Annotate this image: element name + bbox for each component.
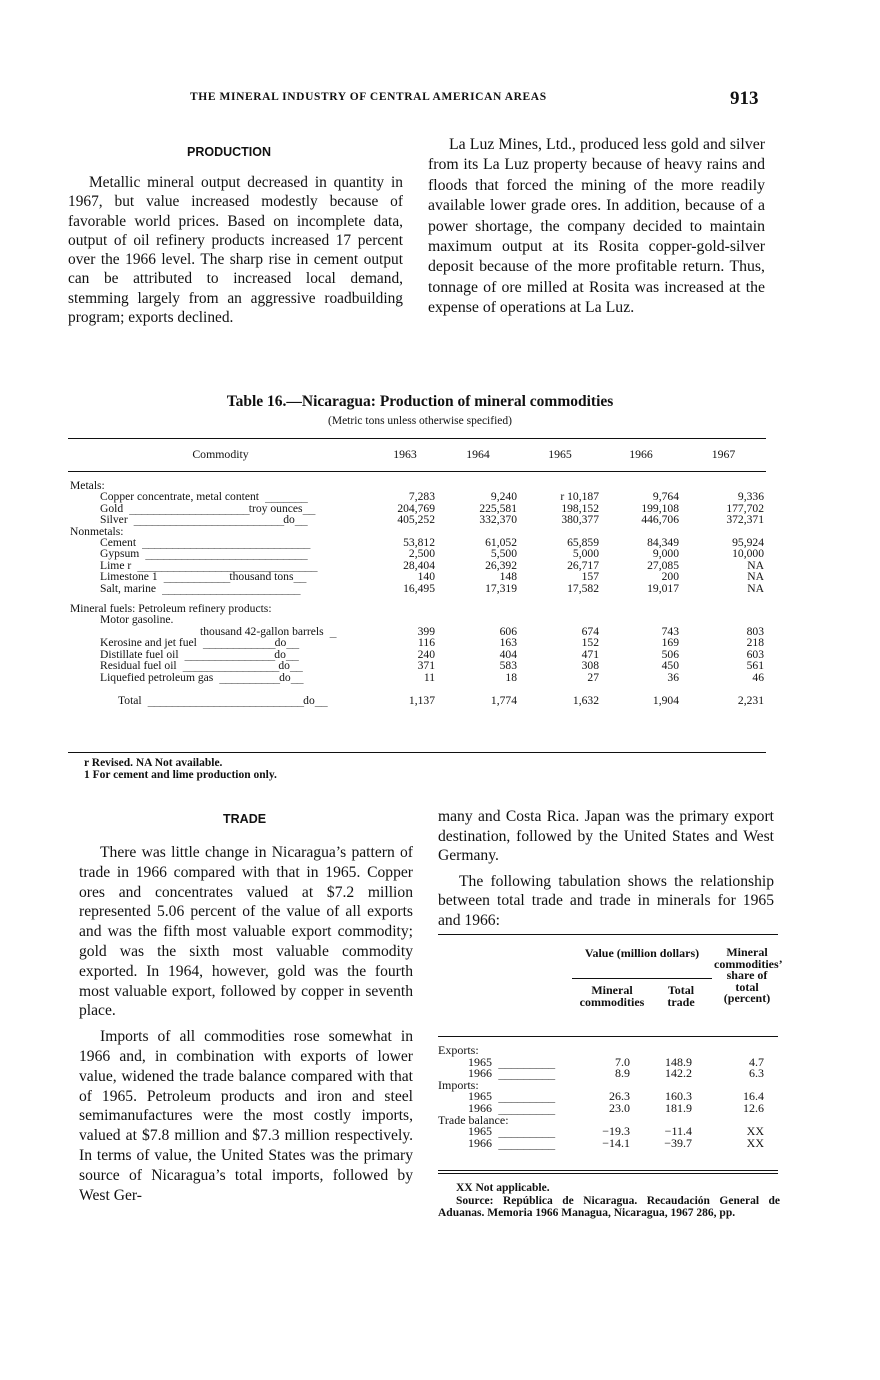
trade-paragraph-1: There was little change in Nicaragua’s pattern of trade in 1966 compared with that in 1965. Copper ores and concentrates valued at $7.2 million represented 5.06 percent of the value of all exports and was the fifth most valuable export commodity; gold was the sixth most valuable commodity exported. In 1964, however, gold was the fourth most valuable export, followed by copper in seventh place.: [79, 844, 413, 1020]
table16-section-label: Nonmetals:: [70, 524, 124, 538]
page-number: 913: [730, 88, 759, 109]
table16-value-cell: 404: [499, 647, 517, 661]
table16-value-cell: 308: [581, 659, 599, 673]
table16-value-cell: 561: [746, 659, 764, 673]
table16-value-cell: 169: [661, 636, 679, 650]
table16-unit: do: [278, 659, 290, 673]
table16-value-cell: r 10,187: [560, 490, 599, 504]
trade-table-year: 1966: [468, 1100, 492, 1115]
table16-value-cell: 9,240: [490, 490, 517, 504]
table16-value-cell: 27: [587, 670, 599, 684]
table16-value-cell: 743: [661, 624, 679, 638]
table16-leader: ___________________________: [139, 546, 307, 561]
trade-table-value-cell: −19.3: [602, 1124, 630, 1139]
table16-value-cell: 603: [746, 647, 764, 661]
table16-value-cell: 674: [581, 624, 599, 638]
table16-value-cell: 61,052: [485, 536, 517, 550]
table16-commodity-cell: [68, 580, 373, 595]
table16-value-cell: 17,582: [567, 581, 599, 595]
table16-leader: _______: [259, 489, 307, 504]
table16-header-cell: 1963: [393, 447, 417, 461]
table16-row: [68, 672, 766, 683]
table16-unit: do: [274, 636, 287, 650]
table16-value-cell: 803: [746, 624, 764, 638]
table16-leader: ________________: [176, 658, 279, 673]
trade-heading: TRADE: [223, 812, 267, 826]
trade-table-year: 1966: [468, 1066, 492, 1081]
table16-value-cell: 371: [417, 659, 435, 673]
table16-value-cell: 240: [417, 647, 435, 661]
table16-commodity-name: Gold: [100, 501, 124, 515]
table16-value-cell: 1,137: [408, 693, 435, 707]
table16-value-cell: 10,000: [732, 547, 764, 561]
table16-value-cell: 380,377: [561, 513, 599, 527]
table16-value-cell: 9,000: [652, 547, 679, 561]
trade-table-value-cell: XX: [746, 1124, 764, 1139]
table16-leader: __: [302, 500, 315, 515]
table16-row: [68, 583, 766, 594]
table16-subtitle: (Metric tons unless otherwise specified): [328, 415, 512, 427]
trade-table-leader: _________: [492, 1124, 555, 1139]
trade-table-year: 1965: [468, 1124, 492, 1139]
trade-table-value-cell: 6.3: [749, 1066, 764, 1081]
table16-value-cell: 399: [417, 624, 435, 638]
table16-value-cell: 218: [746, 636, 764, 650]
trade-table-header-rule: [438, 1036, 778, 1037]
table16-top-rule: [68, 438, 766, 439]
table16-header-cell: 1964: [466, 447, 490, 461]
table16-value-cell: 27,085: [647, 558, 679, 572]
production-heading: PRODUCTION: [187, 145, 272, 159]
table16-commodity-name: Kerosine and jet fuel: [100, 636, 197, 650]
table16-value-cell: NA: [747, 581, 764, 595]
table16-header-cell: 1965: [548, 447, 572, 461]
production-paragraph-1: Metallic mineral output decreased in quantity in 1967, but value increased modestly because of favorable world prices. Based on incomplete data, output of oil refinery products increased 17 percent over the 1966 level. The sharp rise in cement output can be attributed to increased local demand, stemming largely from an aggressive roadbuilding program; exports declined.: [68, 174, 403, 327]
table16-value-cell: 11: [423, 670, 435, 684]
table16-header-cell: Commodity: [192, 447, 249, 461]
table16-leader: __: [290, 669, 303, 684]
trade-table-leader: _________: [492, 1089, 555, 1104]
table16-value-cell: 9,336: [737, 490, 764, 504]
trade-table-value-cell: 160.3: [665, 1089, 692, 1104]
table16-value-cell: 84,349: [647, 536, 679, 550]
table16-row: [68, 514, 766, 525]
trade-table-value-cell: 23.0: [609, 1100, 630, 1115]
trade-table-note: XX Not applicable.: [456, 1182, 550, 1194]
table16-value-cell: 18: [505, 670, 517, 684]
trade-table-top-rule: [438, 934, 778, 935]
table16-commodity-name: thousand 42-gallon barrels: [200, 624, 324, 638]
trade-table-bottom-rule: [438, 1170, 778, 1174]
table16-leader: ______________________________: [131, 557, 317, 572]
table16-leader: ___________: [157, 569, 230, 584]
table16-value-cell: 5,000: [572, 547, 599, 561]
table16-value-cell: 204,769: [397, 501, 435, 515]
table16-leader: __: [293, 569, 306, 584]
trade-table-group-header: Value (million dollars): [584, 946, 700, 960]
table16-leader: _______________: [178, 646, 275, 661]
table16-title: Table 16.—Nicaragua: Production of mineral commodities: [226, 393, 614, 410]
table16-section-label: Motor gasoline.: [100, 613, 174, 627]
trade-table-value-cell: −14.1: [602, 1135, 630, 1150]
table16-unit: do: [274, 647, 286, 661]
table16-value-cell: 1,774: [490, 693, 517, 707]
table16-value-cell: 225,581: [479, 501, 517, 515]
table16-leader: _: [323, 623, 336, 638]
trade-table-row: [438, 1068, 778, 1080]
table16-value-cell: 606: [499, 624, 517, 638]
table16-value-cell: 7,283: [408, 490, 435, 504]
trade-table-row: [438, 1138, 778, 1150]
table16-leader: ____________________________: [136, 535, 310, 550]
trade-table-col-mineral: Mineral commodities: [579, 983, 645, 1009]
table16-commodity-name: Liquefied petroleum gas: [100, 670, 214, 684]
table16-value-cell: 471: [581, 647, 599, 661]
trade-table-col-share: Mineral commodities’ share of total (percent): [714, 945, 783, 1005]
trade-table-value-cell: XX: [746, 1135, 764, 1150]
trade-table-value-cell: 4.7: [749, 1054, 764, 1069]
table16-unit: do: [283, 513, 295, 527]
table16-leader: __: [286, 635, 299, 650]
table16-value-cell: 19,017: [647, 581, 679, 595]
table16-unit: thousand tons: [229, 570, 294, 584]
trade-table-year: 1965: [468, 1089, 492, 1104]
table16-commodity-name: Limestone 1: [100, 570, 158, 584]
table16-value-cell: 95,924: [732, 536, 764, 550]
table16-value-cell: 405,252: [397, 513, 435, 527]
production-paragraph-2: La Luz Mines, Ltd., produced less gold and silver from its La Luz property because of heavy rains and floods that forced the mining of the more readily available lower grade ores. In addition, because of a power shortage, the company decided to maintain maximum output at its Rosita copper-gold-silver deposit because of the more profitable return. Thus, tonnage of ore milled at Rosita was increased at the expense of operations at La Luz.: [428, 136, 765, 317]
table16-value-cell: 17,319: [485, 581, 517, 595]
table16-value-cell: 152: [581, 636, 599, 650]
table16-value-cell: 16,495: [403, 581, 435, 595]
table16-value-cell: 372,371: [726, 513, 764, 527]
table16-value-cell: 1,904: [652, 693, 679, 707]
table16-value-cell: 46: [752, 670, 764, 684]
table16-header-rule: [68, 471, 766, 472]
table16-commodity-cell: [68, 514, 373, 525]
table16-unit: do: [303, 693, 315, 707]
trade-table-year: 1966: [468, 1135, 492, 1150]
table16-commodity-name: Distillate fuel oil: [100, 647, 179, 661]
table16-value-cell: 198,152: [561, 501, 599, 515]
table16-value-cell: 450: [661, 659, 679, 673]
trade-paragraph-4: The following tabulation shows the relationship between total trade and trade in minerals for 1965 and 1966:: [438, 872, 774, 929]
table16-header-row: [68, 449, 766, 460]
trade-table-leader: _________: [492, 1100, 555, 1115]
table16-header-cell: 1967: [711, 447, 736, 461]
table16-value-cell: 332,370: [479, 513, 517, 527]
table16-value-cell: 583: [499, 659, 517, 673]
table16-section-row: [68, 594, 766, 614]
trade-table-leader: _________: [492, 1054, 555, 1069]
table16-value-cell: NA: [747, 558, 764, 572]
table16-commodity-cell: [68, 669, 373, 684]
table16-commodity-name: Silver: [100, 513, 128, 527]
trade-table-notes: [438, 1182, 780, 1220]
table16-value-cell: 506: [661, 647, 679, 661]
trade-table: [438, 1045, 778, 1149]
table16-value-cell: 9,764: [652, 490, 679, 504]
table16: [68, 447, 766, 707]
trade-table-leader: _________: [492, 1135, 555, 1150]
table16-leader: __: [289, 658, 302, 673]
trade-paragraph-2: Imports of all commodities rose somewhat in 1966 and, in combination with exports of lower value, widened the trade balance compared with that of 1965. Petroleum products and iron and steel semimanufactures were the most costly imports, valued at $7.8 million and $7.3 million respectively. In terms of value, the United States was the primary source of Nicaragua’s total imports, followed by West Ger-: [79, 1028, 413, 1204]
trade-table-value-cell: 26.3: [609, 1089, 630, 1104]
table16-unit: troy ounces: [248, 501, 303, 515]
table16-value-cell: 36: [667, 670, 679, 684]
table16-value-cell: 65,859: [567, 536, 599, 550]
trade-table-value-cell: −39.7: [664, 1135, 692, 1150]
table16-leader: __________________________: [141, 692, 304, 707]
trade-table-leader: _________: [492, 1066, 555, 1081]
table16-value-cell: 200: [661, 570, 679, 584]
table16-section-label: Metals:: [70, 479, 105, 492]
table16-header-cell: 1966: [629, 447, 653, 461]
trade-table-value-cell: 7.0: [615, 1054, 630, 1069]
table16-leader: ____________: [196, 635, 275, 650]
trade-table-value-cell: 8.9: [615, 1066, 630, 1081]
trade-table-value-cell: 16.4: [743, 1089, 764, 1104]
trade-table-source: Source: República de Nicaragua. Recaudación General de Aduanas. Memoria 1966 Managua, Nicaragua, 1967 286, pp.: [438, 1194, 780, 1219]
table16-leader: _______________________: [156, 580, 300, 595]
table16-commodity-name: Residual fuel oil: [100, 659, 177, 673]
trade-table-value-cell: 181.9: [665, 1100, 692, 1115]
table16-value-cell: 157: [581, 570, 599, 584]
table16-footnote-2: 1 For cement and lime production only.: [84, 769, 277, 781]
table16-value-cell: 26,717: [567, 558, 599, 572]
table16-commodity-name: Gypsum: [100, 547, 140, 561]
table16-leader: __________: [213, 669, 280, 684]
table16-commodity-name: Salt, marine: [100, 581, 157, 595]
trade-table-section-label: Imports:: [438, 1077, 479, 1092]
trade-table-section-label: Exports:: [438, 1043, 479, 1057]
table16-footnote-1: r Revised. NA Not available.: [84, 757, 223, 769]
table16-commodity-name: Copper concentrate, metal content: [100, 490, 260, 504]
trade-table-value-cell: 142.2: [665, 1066, 692, 1081]
table16-commodity-cell: [68, 683, 373, 706]
table16-value-cell: 446,706: [641, 513, 679, 527]
trade-table-section-label: Trade balance:: [438, 1112, 509, 1127]
table16-leader: ____________________: [123, 500, 249, 515]
trade-table-value-cell: 12.6: [743, 1100, 764, 1115]
table16-unit: do: [279, 670, 291, 684]
table16-value-cell: 148: [499, 570, 517, 584]
table16-commodity-name: Cement: [100, 536, 137, 550]
table16-bottom-rule: [68, 752, 766, 753]
table16-commodity-name: Lime r: [100, 558, 132, 572]
table16-leader: __: [294, 512, 307, 527]
table16-section-label: Mineral fuels: Petroleum refinery products:: [70, 602, 272, 616]
trade-paragraph-3: many and Costa Rica. Japan was the primary export destination, followed by the United States and West Germany.: [438, 808, 774, 865]
trade-table-value-cell: −11.4: [664, 1124, 692, 1139]
table16-value-cell: 1,632: [572, 693, 599, 707]
table16-value-cell: 28,404: [403, 558, 435, 572]
table16-leader: _________________________: [127, 512, 284, 527]
table16-leader: __: [285, 646, 298, 661]
table16-value-cell: NA: [747, 570, 764, 584]
table16-value-cell: 2,231: [737, 693, 764, 707]
table16-value-cell: 53,812: [403, 536, 435, 550]
trade-table-year: 1965: [468, 1054, 492, 1069]
table16-value-cell: 2,500: [408, 547, 435, 561]
running-header: THE MINERAL INDUSTRY OF CENTRAL AMERICAN AREAS: [190, 91, 547, 103]
table16-leader: __: [314, 692, 327, 707]
table16-value-cell: 26,392: [485, 558, 517, 572]
trade-table-col-total: Total trade: [667, 983, 695, 1009]
trade-table-year-cell: [438, 1135, 578, 1150]
trade-table-value-cell: 148.9: [665, 1054, 692, 1069]
table16-row: [68, 683, 766, 706]
table16-value-cell: 116: [418, 636, 435, 650]
table16-commodity-name: Total: [118, 693, 142, 707]
table16-value-cell: 199,108: [641, 501, 679, 515]
table16-value-cell: 177,702: [726, 501, 764, 515]
table16-value-cell: 163: [499, 636, 517, 650]
trade-table-group-rule: [572, 978, 712, 979]
table16-value-cell: 140: [417, 570, 435, 584]
table16-value-cell: 5,500: [490, 547, 517, 561]
